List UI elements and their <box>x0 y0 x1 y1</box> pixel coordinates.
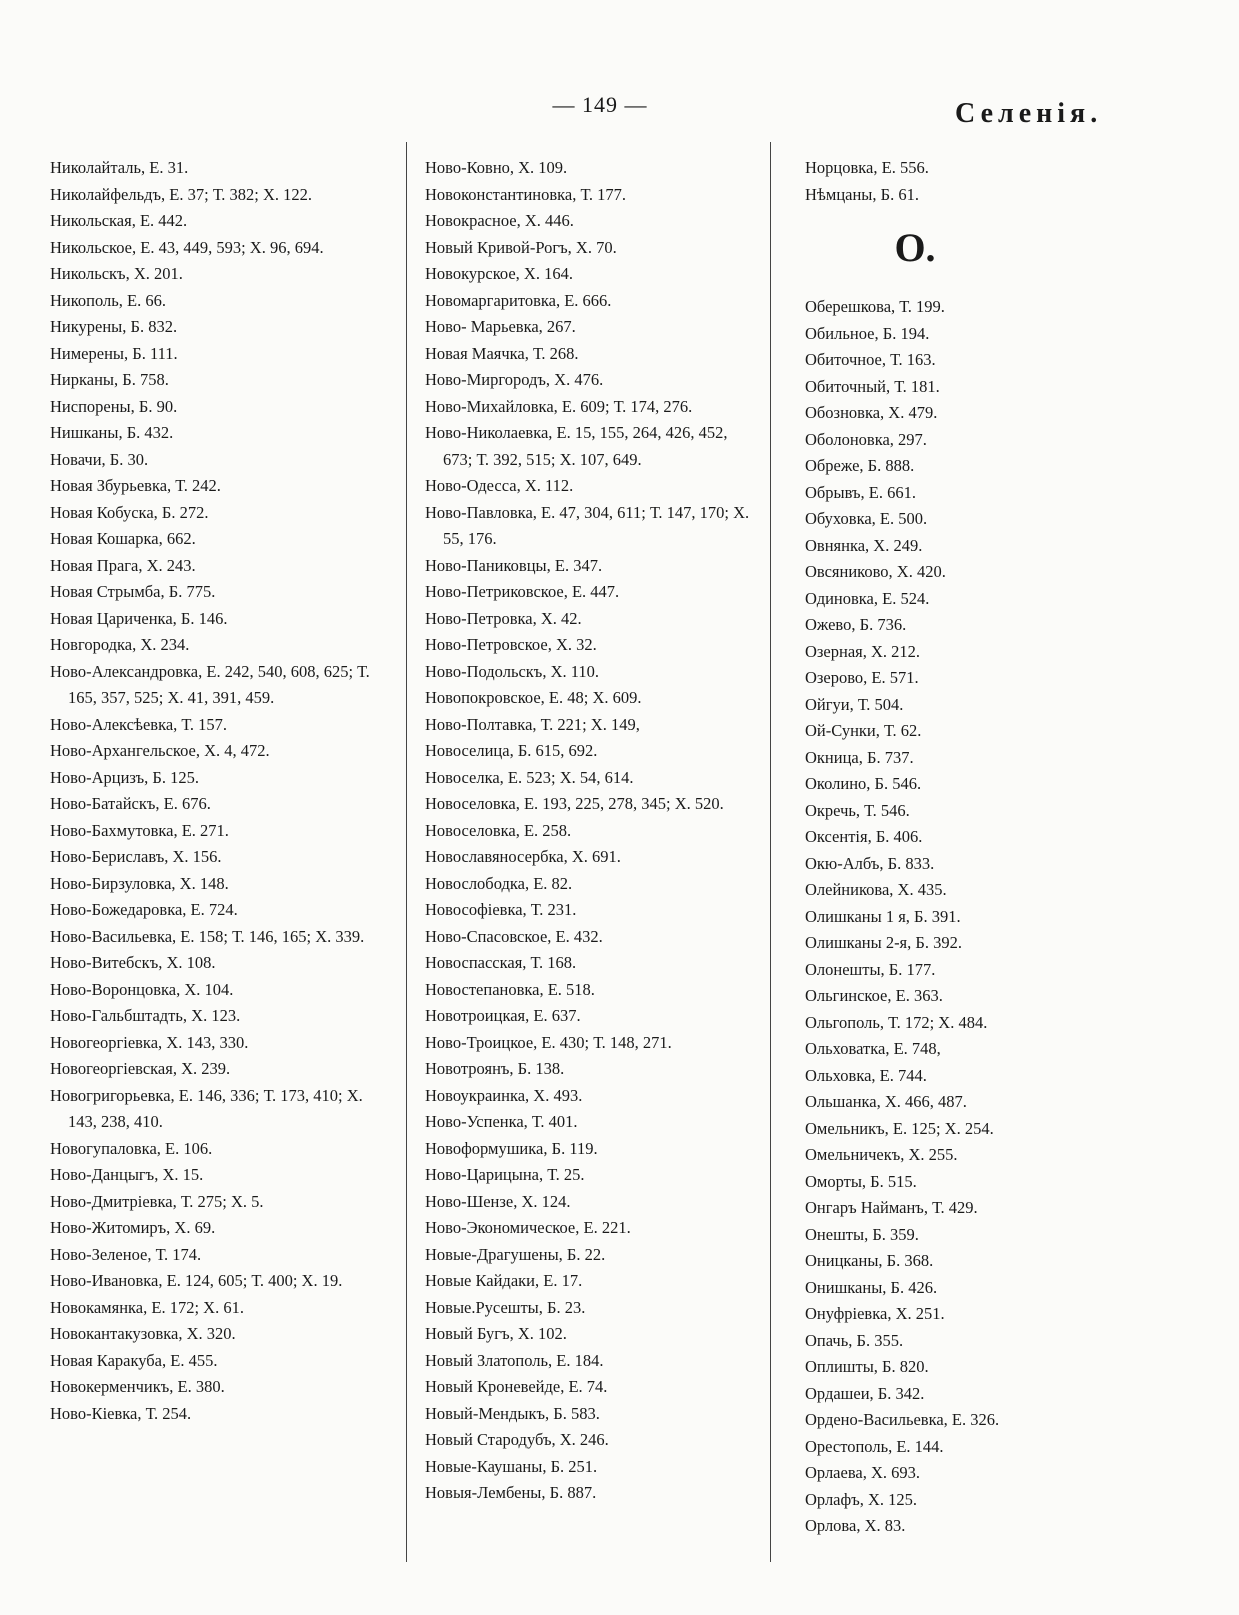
index-column-3-top <box>805 155 1085 208</box>
index-entry: Обиточное, Т. 163. <box>805 350 936 369</box>
index-entry: Ново-Миргородъ, Х. 476. <box>425 370 604 389</box>
index-entry: Новоселица, Б. 615, 692. <box>425 741 598 760</box>
index-entry: Новоспасская, Т. 168. <box>425 953 577 972</box>
index-entry: Новотроицкая, Е. 637. <box>425 1006 581 1025</box>
index-entry: Новогеоргіевская, Х. 239. <box>50 1059 231 1078</box>
index-entry: Ольховка, Е. 744. <box>805 1065 927 1085</box>
index-column-3-main <box>805 294 1085 1540</box>
index-entry: Ново-Шензе, Х. 124. <box>425 1191 571 1211</box>
index-entry: Окю-Албъ, Б. 833. <box>805 853 935 873</box>
index-entry: Ново-Бахмутовка, Е. 271. <box>50 820 229 840</box>
index-entry: Ново-Спасовское, Е. 432. <box>425 926 603 946</box>
index-entry: Нимерены, Б. 111. <box>50 343 178 363</box>
index-entry: Никольскъ, Х. 201. <box>50 264 183 283</box>
index-entry: Новые.Русешты, Б. 23. <box>425 1297 586 1317</box>
index-entry: Никополь, Е. 66. <box>50 290 166 310</box>
index-entry: Ордашеи, Б. 342. <box>805 1383 925 1403</box>
index-entry: Ново-Ивановка, Е. 124, 605; Т. 400; Х. 19. <box>50 1271 343 1290</box>
index-entry: Новый Кривой-Рогъ, Х. 70. <box>425 237 617 257</box>
index-entry: Новые-Драгушены, Б. 22. <box>425 1244 606 1264</box>
index-entry: Новогеоргіевка, Х. 143, 330. <box>50 1032 249 1052</box>
index-entry: Норцовка, Е. 556. <box>805 158 929 177</box>
index-entry: Ново-Алексѣевка, Т. 157. <box>50 714 227 734</box>
index-entry: Ново-Экономическое, Е. 221. <box>425 1218 631 1237</box>
index-entry: Оксентія, Б. 406. <box>805 827 923 846</box>
index-entry: Новоселовка, Е. 193, 225, 278, 345; Х. 520. <box>425 794 724 813</box>
index-entry: Никурены, Б. 832. <box>50 317 178 336</box>
index-entry: Новослободка, Е. 82. <box>425 873 573 893</box>
index-entry: Олишканы 2-я, Б. 392. <box>805 933 962 952</box>
index-entry: Новокантакузовка, Х. 320. <box>50 1324 236 1343</box>
section-title: Селенія. <box>955 98 1103 129</box>
index-entry: Опачь, Б. 355. <box>805 1330 904 1350</box>
index-entry: Новославяносербка, Х. 691. <box>425 847 621 866</box>
index-entry: Олонешты, Б. 177. <box>805 959 936 979</box>
index-entry: Никольское, Е. 43, 449, 593; Х. 96, 694. <box>50 237 324 257</box>
index-entry: Обиточный, Т. 181. <box>805 376 940 396</box>
index-entry: Новая Стрымба, Б. 775. <box>50 582 216 601</box>
index-entry: Ойгуи, Т. 504. <box>805 694 904 714</box>
index-entry: Одиновка, Е. 524. <box>805 588 930 608</box>
index-entry: Новая Каракуба, Е. 455. <box>50 1350 218 1370</box>
index-entry: Ново-Васильевка, Е. 158; Т. 146, 165; Х. 339. <box>50 926 365 946</box>
index-entry: Ново-Бирзуловка, Х. 148. <box>50 873 229 893</box>
index-entry: Омельникъ, Е. 125; Х. 254. <box>805 1118 994 1138</box>
index-entry: Овсяниково, Х. 420. <box>805 562 946 581</box>
index-entry: Ново-Житомиръ, Х. 69. <box>50 1218 216 1237</box>
index-entry: Новософіевка, Т. 231. <box>425 900 577 919</box>
index-column-2 <box>425 155 755 1507</box>
index-entry: Озерная, Х. 212. <box>805 641 921 661</box>
index-entry: Ново-Царицына, Т. 25. <box>425 1165 585 1184</box>
index-entry: Оберешкова, Т. 199. <box>805 297 945 316</box>
index-entry: Оницканы, Б. 368. <box>805 1251 934 1270</box>
index-entry: Новоконстантиновка, Т. 177. <box>425 184 627 204</box>
index-entry: Новая Прага, Х. 243. <box>50 555 196 575</box>
index-entry: Ново-Ковно, Х. 109. <box>425 158 568 177</box>
index-column-3 <box>805 155 1085 1540</box>
index-entry: Нишканы, Б. 432. <box>50 423 174 442</box>
index-entry: Ново-Полтавка, Т. 221; Х. 149, <box>425 714 640 734</box>
page-number: — 149 — <box>552 92 648 117</box>
index-entry: Окречь, Т. 546. <box>805 800 910 820</box>
index-column-1 <box>50 155 380 1427</box>
letter-heading: О. <box>894 225 936 270</box>
index-entry: Новачи, Б. 30. <box>50 449 149 469</box>
index-entry: Новоформушика, Б. 119. <box>425 1138 598 1158</box>
index-entry: Озерово, Е. 571. <box>805 668 919 687</box>
index-entry: Новокамянка, Е. 172; Х. 61. <box>50 1297 244 1317</box>
index-entry: Околино, Б. 546. <box>805 774 922 793</box>
index-entry: Новогригорьевка, Е. 146, 336; Т. 173, 410; Х. 143, 238, 410. <box>50 1085 363 1131</box>
index-entry: Ново-Михайловка, Е. 609; Т. 174, 276. <box>425 396 693 416</box>
index-entry: Ново-Павловка, Е. 47, 304, 611; Т. 147, 170; Х. 55, 176. <box>425 502 750 548</box>
index-entry: Онуфріевка, Х. 251. <box>805 1304 945 1323</box>
index-entry: Ниспорены, Б. 90. <box>50 396 178 416</box>
index-entry: Ново-Троицкое, Е. 430; Т. 148, 271. <box>425 1032 672 1052</box>
index-entry: Ново-Паниковцы, Е. 347. <box>425 555 603 575</box>
index-entry: Новые-Каушаны, Б. 251. <box>425 1456 598 1476</box>
index-entry: Новая Маячка, Т. 268. <box>425 343 579 363</box>
index-entry: Орлафъ, Х. 125. <box>805 1489 918 1509</box>
index-entry: Ново-Кіевка, Т. 254. <box>50 1403 192 1423</box>
index-entry: Новокерменчикъ, Е. 380. <box>50 1377 225 1396</box>
index-entry: Ново-Архангельское, Х. 4, 472. <box>50 741 270 760</box>
index-entry: Олишканы 1 я, Б. 391. <box>805 906 961 926</box>
index-entry: Нирканы, Б. 758. <box>50 370 169 389</box>
index-entry: Новый Стародубъ, Х. 246. <box>425 1430 609 1449</box>
index-entry: Обуховка, Е. 500. <box>805 509 928 528</box>
index-entry: Николайфельдъ, Е. 37; Т. 382; Х. 122. <box>50 184 313 204</box>
index-entry: Ново-Подольскъ, Х. 110. <box>425 661 600 681</box>
index-entry: Новый-Мендыкъ, Б. 583. <box>425 1403 600 1423</box>
index-entry: Ново-Витебскъ, Х. 108. <box>50 953 216 972</box>
index-entry: Новоселка, Е. 523; Х. 54, 614. <box>425 767 634 787</box>
index-entry: Онешты, Б. 359. <box>805 1224 919 1244</box>
index-entry: Новопокровское, Е. 48; Х. 609. <box>425 688 642 707</box>
index-entry: Новоукраинка, Х. 493. <box>425 1085 583 1105</box>
index-entry: Ново-Воронцовка, Х. 104. <box>50 979 234 999</box>
index-entry: Ново-Арцизъ, Б. 125. <box>50 767 200 787</box>
index-entry: Новый Бугъ, Х. 102. <box>425 1324 567 1343</box>
index-entry: Новотроянъ, Б. 138. <box>425 1059 565 1078</box>
index-entry: Нѣмцаны, Б. 61. <box>805 184 919 204</box>
index-entry: Орлаева, Х. 693. <box>805 1463 921 1482</box>
index-entry: Ново-Петровское, Х. 32. <box>425 635 597 654</box>
index-entry: Оплишты, Б. 820. <box>805 1357 929 1376</box>
index-entry: Ново-Батайскъ, Е. 676. <box>50 794 211 813</box>
index-entry: Ново-Одесса, Х. 112. <box>425 476 574 495</box>
index-entry: Новомаргаритовка, Е. 666. <box>425 290 612 310</box>
index-entry: Новая Кобуска, Б. 272. <box>50 502 209 522</box>
index-entry: Омельничекъ, Х. 255. <box>805 1145 958 1164</box>
index-entry: Онгаръ Найманъ, Т. 429. <box>805 1198 978 1217</box>
index-entry: Ново-Бериславъ, Х. 156. <box>50 847 222 866</box>
index-entry: Орестополь, Е. 144. <box>805 1436 944 1456</box>
index-entry: Орлова, Х. 83. <box>805 1516 906 1535</box>
index-entry: Новогупаловка, Е. 106. <box>50 1138 213 1158</box>
index-entry: Ново-Николаевка, Е. 15, 155, 264, 426, 452, 673; Т. 392, 515; Х. 107, 649. <box>425 423 728 469</box>
index-entry: Ордено-Васильевка, Е. 326. <box>805 1410 1000 1429</box>
index-entry: Онишканы, Б. 426. <box>805 1277 938 1297</box>
index-entry: Ново- Марьевка, 267. <box>425 317 576 336</box>
index-entry: Ольховатка, Е. 748, <box>805 1039 941 1058</box>
index-entry: Ново-Успенка, Т. 401. <box>425 1112 578 1131</box>
index-entry: Ново-Данцыгъ, Х. 15. <box>50 1165 204 1184</box>
index-entry: Обреже, Б. 888. <box>805 456 915 475</box>
column-divider <box>406 142 407 1562</box>
index-entry: Новокрасное, Х. 446. <box>425 211 574 230</box>
index-entry: Оморты, Б. 515. <box>805 1171 917 1191</box>
index-entry: Ново-Дмитріевка, Т. 275; Х. 5. <box>50 1191 264 1211</box>
index-entry: Новыя-Лембены, Б. 887. <box>425 1483 597 1502</box>
index-entry: Николайталь, Е. 31. <box>50 158 189 177</box>
index-entry: Новый Златополь, Е. 184. <box>425 1350 604 1370</box>
index-entry: Новые Кайдаки, Е. 17. <box>425 1271 583 1290</box>
index-entry: Ново-Божедаровка, Е. 724. <box>50 900 238 919</box>
index-entry: Ново-Гальбштадть, Х. 123. <box>50 1006 241 1025</box>
index-entry: Ой-Сунки, Т. 62. <box>805 721 922 740</box>
index-entry: Ново-Петровка, Х. 42. <box>425 608 582 628</box>
index-entry: Новостепановка, Е. 518. <box>425 979 595 999</box>
index-entry: Новокурское, Х. 164. <box>425 264 573 283</box>
index-entry: Никольская, Е. 442. <box>50 211 188 230</box>
index-entry: Новая Кошарка, 662. <box>50 529 196 548</box>
index-entry: Ольгинское, Е. 363. <box>805 986 943 1005</box>
index-entry: Новгородка, Х. 234. <box>50 635 190 654</box>
index-entry: Новая Цариченка, Б. 146. <box>50 608 228 628</box>
index-entry: Обозновка, Х. 479. <box>805 403 938 422</box>
index-entry: Новая Збурьевка, Т. 242. <box>50 476 221 495</box>
index-entry: Новый Кроневейде, Е. 74. <box>425 1377 608 1396</box>
index-entry: Олейникова, Х. 435. <box>805 880 947 899</box>
index-entry: Ново-Зеленое, Т. 174. <box>50 1244 202 1264</box>
index-entry: Обильное, Б. 194. <box>805 323 930 343</box>
column-divider <box>770 142 771 1562</box>
index-entry: Ольшанка, Х. 466, 487. <box>805 1092 967 1111</box>
index-entry: Новоселовка, Е. 258. <box>425 820 572 840</box>
index-entry: Обрывъ, Е. 661. <box>805 482 917 502</box>
index-entry: Ново-Александровка, Е. 242, 540, 608, 625; Т. 165, 357, 525; Х. 41, 391, 459. <box>50 661 370 707</box>
index-entry: Ольгополь, Т. 172; Х. 484. <box>805 1012 988 1032</box>
index-entry: Окница, Б. 737. <box>805 747 914 767</box>
index-entry: Овнянка, Х. 249. <box>805 535 923 555</box>
index-entry: Оболоновка, 297. <box>805 429 927 449</box>
index-entry: Ожево, Б. 736. <box>805 615 907 634</box>
index-entry: Ново-Петриковское, Е. 447. <box>425 582 620 601</box>
